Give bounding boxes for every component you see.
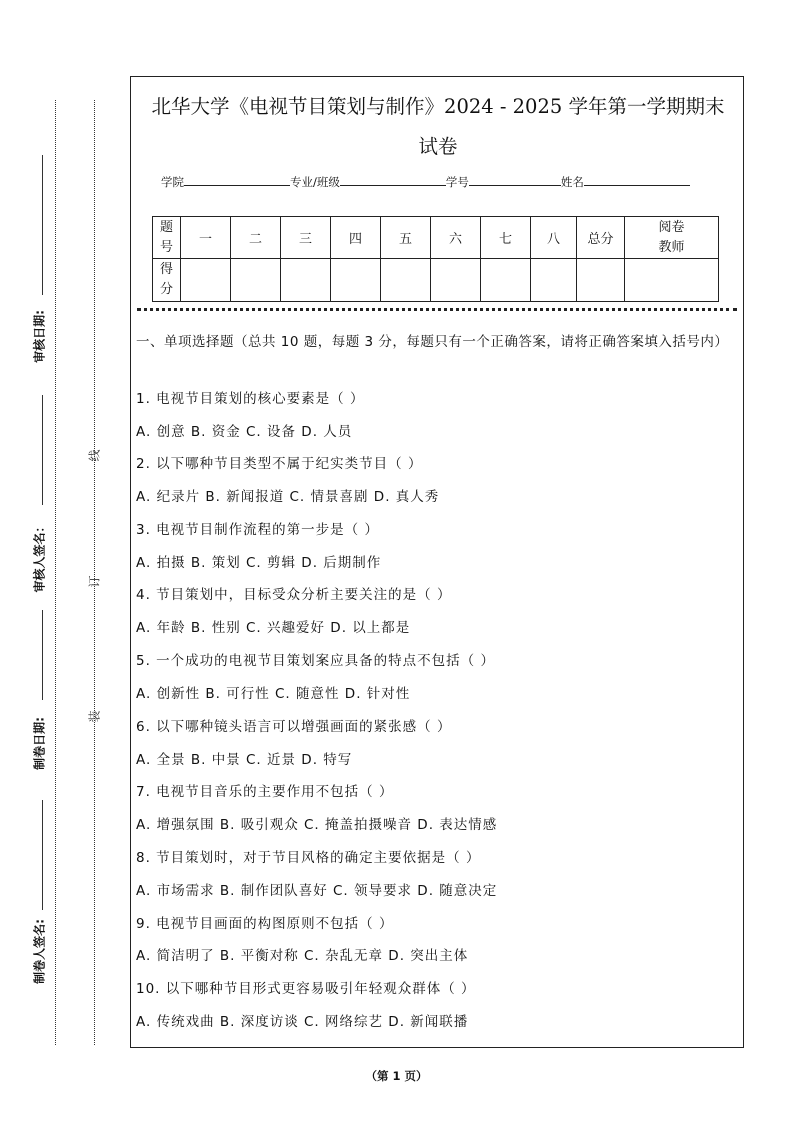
audit-date-label: 审核日期: — [32, 310, 47, 363]
name-label: 姓名 — [560, 175, 584, 189]
score-row-header — [153, 259, 181, 302]
score-cell[interactable] — [281, 259, 331, 302]
header-char-ti: 题 — [159, 219, 173, 235]
binding-char-ding: 订 — [87, 575, 102, 588]
name-field[interactable] — [584, 173, 690, 186]
header-char-fen: 分 — [159, 282, 173, 297]
question-4: 4. 节目策划中，目标受众分析主要关注的是（ ） — [136, 587, 452, 603]
col-8: 八 — [531, 217, 577, 259]
compiler-sign-blank — [42, 800, 43, 910]
audit-date-blank — [42, 155, 43, 295]
score-table-score-row — [153, 259, 719, 302]
col-3: 三 — [281, 217, 331, 259]
options-6: A. 全景 B. 中景 C. 近景 D. 特写 — [136, 752, 353, 768]
page-number: （第 1 页） — [365, 1069, 428, 1083]
options-5: A. 创新性 B. 可行性 C. 随意性 D. 针对性 — [136, 686, 411, 702]
question-3: 3. 电视节目制作流程的第一步是（ ） — [136, 522, 379, 538]
section-heading: 一、单项选择题（总共 10 题，每题 3 分，每题只有一个正确答案，请将正确答案填入括号内） — [136, 334, 729, 350]
header-char-hao: 号 — [159, 239, 173, 255]
score-cell[interactable] — [231, 259, 281, 302]
col-4: 四 — [331, 217, 381, 259]
college-label: 学院 — [161, 175, 184, 189]
grader-header — [625, 217, 719, 259]
auditor-sign-blank — [42, 395, 43, 505]
header-char-de: 得 — [159, 262, 173, 277]
options-1: A. 创意 B. 资金 C. 设备 D. 人员 — [136, 424, 353, 440]
compile-date-label: 制卷日期: — [32, 717, 47, 770]
major-class-label: 专业/班级 — [290, 175, 340, 189]
exam-title-line1: 北华大学《电视节目策划与制作》2024 - 2025 学年第一学期期末 — [151, 95, 725, 118]
question-1: 1. 电视节目策划的核心要素是（ ） — [136, 391, 365, 407]
question-5: 5. 一个成功的电视节目策划案应具备的特点不包括（ ） — [136, 653, 495, 669]
options-4: A. 年龄 B. 性别 C. 兴趣爱好 D. 以上都是 — [136, 620, 411, 636]
grader-text-b: 教师 — [658, 239, 685, 255]
col-total: 总分 — [577, 217, 625, 259]
question-number-header — [153, 217, 181, 259]
student-id-label: 学号 — [445, 175, 469, 189]
question-8: 8. 节目策划时，对于节目风格的确定主要依据是（ ） — [136, 850, 481, 866]
options-10: A. 传统戏曲 B. 深度访谈 C. 网络综艺 D. 新闻联播 — [136, 1014, 469, 1030]
grader-cell[interactable] — [625, 259, 719, 302]
options-9: A. 简洁明了 B. 平衡对称 C. 杂乱无章 D. 突出主体 — [136, 948, 469, 964]
student-info-row — [161, 173, 721, 190]
score-table — [152, 216, 719, 302]
score-table-header-row — [153, 217, 719, 259]
question-10: 10. 以下哪种节目形式更容易吸引年轻观众群体（ ） — [136, 981, 476, 997]
total-score-cell[interactable] — [577, 259, 625, 302]
col-2: 二 — [231, 217, 281, 259]
col-5: 五 — [381, 217, 431, 259]
col-7: 七 — [481, 217, 531, 259]
exam-title-line2: 试卷 — [418, 135, 458, 158]
compiler-sign-label: 制卷人签名: — [32, 919, 47, 984]
compile-date-blank — [42, 610, 43, 700]
college-field[interactable] — [184, 173, 290, 186]
options-7: A. 增强氛围 B. 吸引观众 C. 掩盖拍摄噪音 D. 表达情感 — [136, 817, 498, 833]
binding-dotted-line-inner — [94, 100, 95, 1045]
options-3: A. 拍摄 B. 策划 C. 剪辑 D. 后期制作 — [136, 555, 382, 571]
options-2: A. 纪录片 B. 新闻报道 C. 情景喜剧 D. 真人秀 — [136, 489, 440, 505]
major-class-field[interactable] — [340, 173, 446, 186]
question-7: 7. 电视节目音乐的主要作用不包括（ ） — [136, 784, 394, 800]
score-cell[interactable] — [181, 259, 231, 302]
student-id-field[interactable] — [469, 173, 561, 186]
question-2: 2. 以下哪种节目类型不属于纪实类节目（ ） — [136, 456, 423, 472]
binding-char-zhuang: 装 — [87, 710, 102, 723]
binding-dotted-line-outer — [55, 100, 56, 1045]
score-cell[interactable] — [381, 259, 431, 302]
score-cell[interactable] — [431, 259, 481, 302]
auditor-sign-label: 审核人签名： — [32, 520, 47, 593]
binding-strip — [0, 0, 128, 1122]
exam-paper — [130, 76, 744, 1048]
col-1: 一 — [181, 217, 231, 259]
col-6: 六 — [431, 217, 481, 259]
question-6: 6. 以下哪种镜头语言可以增强画面的紧张感（ ） — [136, 719, 452, 735]
score-cell[interactable] — [531, 259, 577, 302]
grader-text-a: 阅卷 — [658, 219, 685, 235]
question-9: 9. 电视节目画面的构图原则不包括（ ） — [136, 916, 394, 932]
score-cell[interactable] — [331, 259, 381, 302]
binding-char-line: 线 — [87, 449, 102, 462]
dotted-separator — [137, 308, 737, 311]
question-section — [136, 331, 736, 1030]
options-8: A. 市场需求 B. 制作团队喜好 C. 领导要求 D. 随意决定 — [136, 883, 498, 899]
score-cell[interactable] — [481, 259, 531, 302]
